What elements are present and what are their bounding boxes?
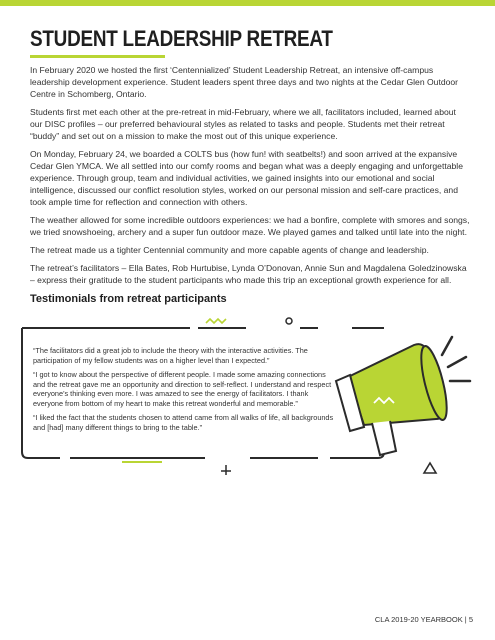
page-title: STUDENT LEADERSHIP RETREAT [30, 26, 333, 51]
testimonials-heading: Testimonials from retreat participants [30, 293, 227, 305]
page-footer: CLA 2019-20 YEARBOOK | 5 [374, 615, 473, 624]
quote: “I liked the fact that the students chosen to attend came from all walks of life, all backgrounds and [had] many different things to bring to the table.” [33, 413, 334, 432]
title-underline [30, 55, 165, 58]
plus-icon [219, 463, 233, 477]
paragraph: Students first met each other at the pre-retreat in mid-February, where we all, facilitators included, learned about our DISC profiles – our preferred behavioural styles as related to tasks and people. Students met their retreat “buddy” and set out on a mission to make the most out of this unique experience. [30, 107, 456, 141]
article-body [30, 64, 470, 292]
top-accent-bar [0, 0, 495, 6]
paragraph: In February 2020 we hosted the first ‘Centennialized’ Student Leadership Retreat, an intensive off-campus leadership development experience. Student leaders spent three days and two nights at the Cedar Glen Outdoor Centre in Schomberg, Ontario. [30, 65, 459, 99]
paragraph: The retreat’s facilitators – Ella Bates, Rob Hurtubise, Lynda O’Donovan, Annie Sun and Magdalena Goledzinowska – express their gratitude to the student participants who made this trip an exceptional growth experience for all. [30, 263, 467, 285]
quote: “I got to know about the perspective of different people. I made some amazing connections and the retreat gave me an opportunity and direction to self-reflect. I understand and respect everyone’s thinking even more. I was amazed to see the energy of facilitators. I thank everyone from bottom of my heart to make this retreat wonderful and memorable.” [33, 370, 332, 408]
paragraph: The retreat made us a tighter Centennial community and more capable agents of change and leadership. [30, 245, 429, 255]
megaphone-icon [330, 315, 480, 485]
circle-icon [284, 316, 294, 326]
paragraph: The weather allowed for some incredible outdoors experiences: we had a bonfire, complete with smores and songs, we tried snowshoeing, archery and a super fun outdoor maze. We played games and talked until late into the night. [30, 215, 470, 237]
testimonial-quotes [33, 346, 338, 437]
squiggle-icon [205, 317, 229, 325]
paragraph: On Monday, February 24, we boarded a COLTS bus (how fun! with seatbelts!) and soon arrived at the expansive Cedar Glen YMCA. We all settled into our comfy rooms and began what was a deeply engaging and unforgettable experience. Through group, team and individual activities, we gained insights into our emotional and social intelligence, discussed our conflict resolution styles, worked on our personal mission and self-care practices, and took ample time for reflection and connection with others. [30, 149, 463, 207]
quote: “The facilitators did a great job to include the theory with the interactive activities. The participation of my fellow students was on a higher level than I expected.” [33, 346, 308, 365]
